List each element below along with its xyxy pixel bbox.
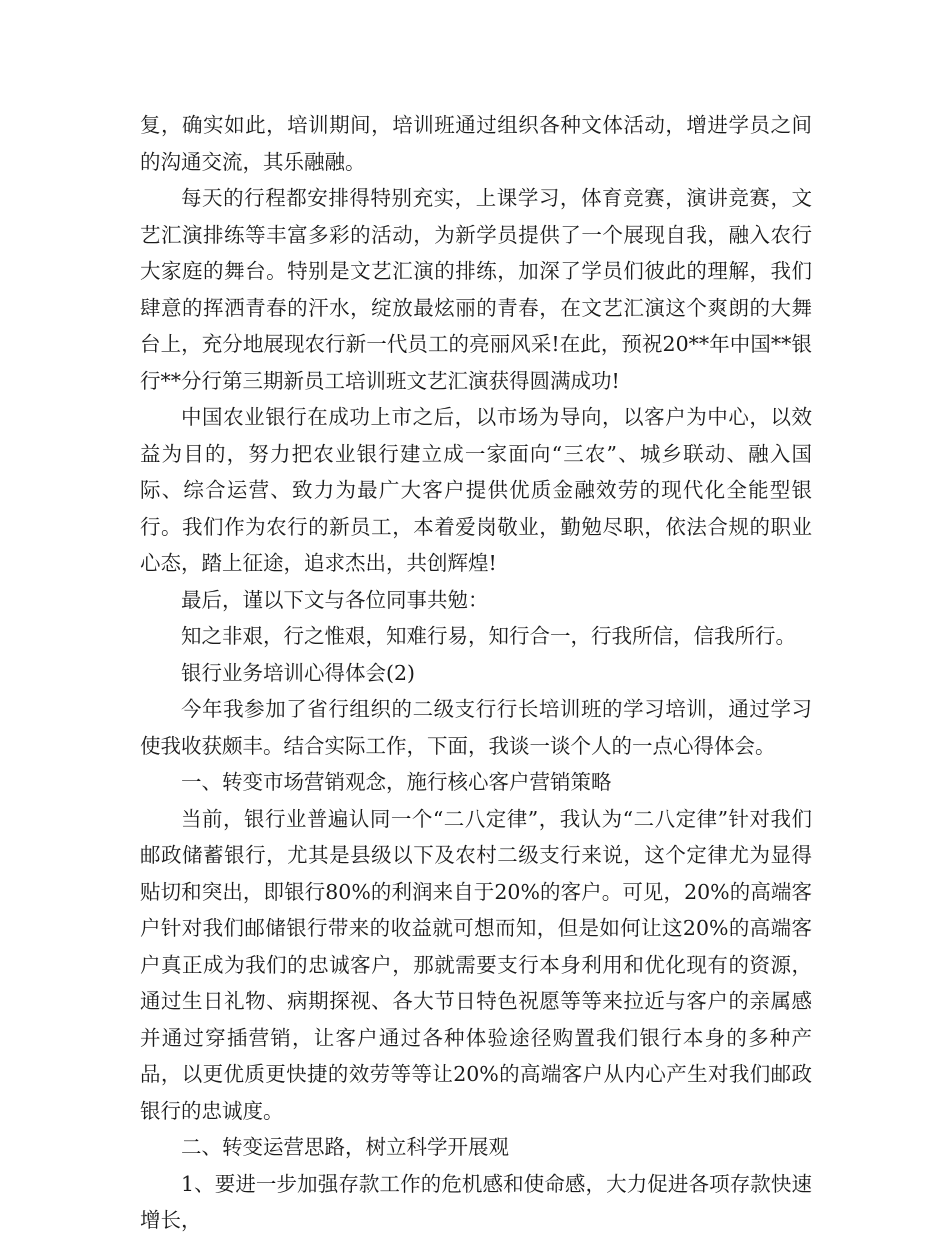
paragraph-5: 知之非艰，行之惟艰，知难行易，知行合一，行我所信，信我所行。 [181,624,796,648]
paragraph-9: 当前，银行业普遍认同一个“二八定律”，我认为“二八定律”针对我们邮政储蓄银行，尤其是县级以下及农村二级支行来说，这个定律尤为显得贴切和突出，即银行80%的利润来自于20%的客户。可见，20%的高端客户针对我们邮储银行带来的收益就可想而知，但是如何让这20%的高端客户真正成为我们的忠诚客户，那就需要支行本身利用和优化现有的资源，通过生日礼物、病期探视、各大节日特色祝愿等等来拉近与客户的亲属感并通过穿插营销，让客户通过各种体验途径购置我们银行本身的多种产品，以更优质更快捷的效劳等等让20%的高端客户从内心产生对我们邮政银行的忠诚度。 [140,806,812,1123]
heading-two: 二、转变运营思路，树立科学开展观 [181,1135,509,1159]
paragraph-1: 复，确实如此，培训期间，培训班通过组织各种文体活动，增进学员之间的沟通交流，其乐融融。 [140,113,812,174]
document-page [140,107,812,1239]
paragraph-3: 中国农业银行在成功上市之后，以市场为导向，以客户为中心，以效益为目的，努力把农业银行建立成一家面向“三农”、城乡联动、融入国际、综合运营、致力为最广大客户提供优质金融效劳的现代化全能型银行。我们作为农行的新员工，本着爱岗敬业，勤勉尽职，依法合规的职业心态，踏上征途，追求杰出，共创辉煌! [140,405,812,575]
paragraph-7: 今年我参加了省行组织的二级支行行长培训班的学习培训，通过学习使我收获颇丰。结合实际工作，下面，我谈一谈个人的一点心得体会。 [140,697,812,758]
section-title: 银行业务培训心得体会(2) [181,660,416,685]
heading-one: 一、转变市场营销观念，施行核心客户营销策略 [181,770,612,794]
paragraph-2: 每天的行程都安排得特别充实，上课学习，体育竞赛，演讲竞赛，文艺汇演排练等丰富多彩的活动，为新学员提供了一个展现自我，融入农行大家庭的舞台。特别是文艺汇演的排练，加深了学员们彼此的理解，我们肆意的挥洒青春的汗水，绽放最炫丽的青春，在文艺汇演这个爽朗的大舞台上，充分地展现农行新一代员工的亮丽风采!在此，预祝20**年中国**银行**分行第三期新员工培训班文艺汇演获得圆满成功! [140,186,812,393]
paragraph-11: 1、要进一步加强存款工作的危机感和使命感，大力促进各项存款快速增长， [140,1171,812,1232]
paragraph-4: 最后，谨以下文与各位同事共勉： [181,587,489,612]
